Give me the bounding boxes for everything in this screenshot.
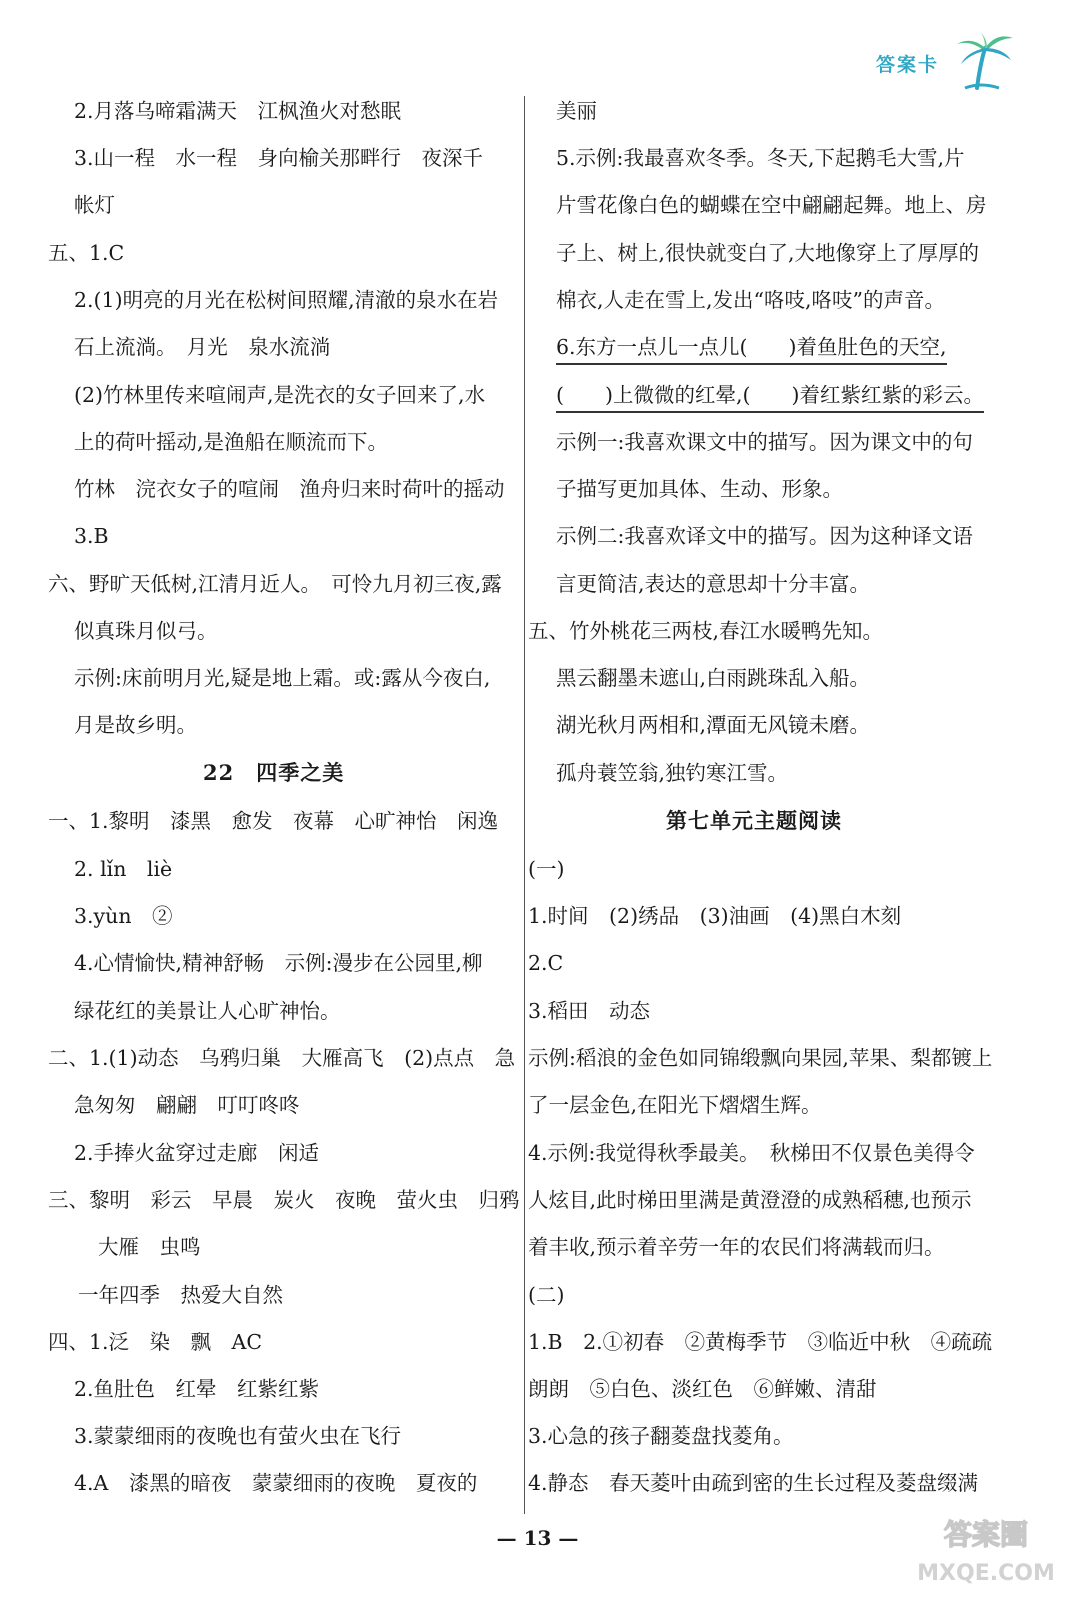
answer-line: 帐灯 (74, 193, 115, 217)
answer-line: 美丽 (556, 99, 597, 123)
answer-line: 4.心情愉快,精神舒畅 示例:漫步在公园里,柳 (74, 951, 483, 975)
answer-line: 5.示例:我最喜欢冬季。冬天,下起鹅毛大雪,片 (556, 146, 965, 170)
answer-line: (2)竹林里传来喧闹声,是洗衣的女子回来了,水 (74, 383, 486, 407)
watermark-top-text: 答案圈 (943, 1518, 1029, 1551)
answer-line: 示例二:我喜欢译文中的描写。因为这种译文语 (556, 524, 973, 548)
answer-line: 4.A 漆黑的暗夜 蒙蒙细雨的夜晚 夏夜的 (74, 1471, 478, 1495)
answer-line: 2. lǐn liè (74, 857, 173, 881)
answer-line: 4.示例:我觉得秋季最美。 秋梯田不仅景色美得令 (528, 1141, 975, 1165)
answer-line: 孤舟蓑笠翁,独钓寒江雪。 (556, 761, 789, 785)
answer-card-label: 答案卡 (875, 54, 939, 76)
answer-line: 似真珠月似弓。 (74, 619, 218, 643)
answer-line: 2.(1)明亮的月光在松树间照耀,清澈的泉水在岩 (74, 288, 499, 312)
answer-line: 上的荷叶摇动,是渔船在顺流而下。 (74, 430, 389, 454)
palm-tree-icon (947, 30, 1017, 90)
answer-line: 三、黎明 彩云 早晨 炭火 夜晚 萤火虫 归鸦 (48, 1188, 520, 1212)
answer-line: 湖光秋月两相和,潭面无风镜未磨。 (556, 713, 871, 737)
answer-line: 四、1.泛 染 飘 AC (48, 1330, 263, 1354)
answer-line: 片雪花像白色的蝴蝶在空中翩翩起舞。地上、房 (556, 193, 987, 217)
answer-line: 了一层金色,在阳光下熠熠生辉。 (528, 1093, 822, 1117)
answer-line: 二、1.(1)动态 乌鸦归巢 大雁高飞 (2)点点 急 (48, 1046, 516, 1070)
answer-line: 五、1.C (48, 241, 125, 265)
page-header (857, 30, 1017, 90)
answer-line: 4.静态 春天菱叶由疏到密的生长过程及菱盘缀满 (528, 1471, 979, 1495)
section-heading: 第七单元主题阅读 (666, 808, 842, 833)
answer-line: 黑云翻墨未遮山,白雨跳珠乱入船。 (556, 666, 871, 690)
answer-line: (二) (528, 1283, 565, 1307)
answer-line: 3.山一程 水一程 身向榆关那畔行 夜深千 (74, 146, 484, 170)
answer-line: 2.C (528, 951, 564, 975)
answer-line: 棉衣,人走在雪上,发出“咯吱,咯吱”的声音。 (556, 288, 946, 312)
answer-line: 一、1.黎明 漆黑 愈发 夜幕 心旷神怡 闲逸 (48, 809, 499, 833)
column-divider (524, 96, 525, 1514)
answer-line: 2.月落乌啼霜满天 江枫渔火对愁眠 (74, 99, 402, 123)
answer-line: 3.yùn ② (74, 904, 173, 928)
answer-line: 绿花红的美景让人心旷神怡。 (74, 999, 341, 1023)
answer-line: 竹林 浣衣女子的喧闹 渔舟归来时荷叶的摇动 (74, 477, 505, 501)
answer-line: (一) (528, 857, 565, 881)
answer-line: 3.B (74, 524, 109, 548)
underlined-answer-line: 6.东方一点儿一点儿( )着鱼肚色的天空, (556, 332, 947, 365)
section-heading: 22 四季之美 (203, 760, 345, 785)
answer-line: 急匆匆 翩翩 叮叮咚咚 (74, 1093, 300, 1117)
answer-line: 2.鱼肚色 红晕 红紫红紫 (74, 1377, 320, 1401)
answer-line: 着丰收,预示着辛劳一年的农民们将满载而归。 (528, 1235, 945, 1259)
answer-line: 1.B 2.①初春 ②黄梅季节 ③临近中秋 ④疏疏 (528, 1330, 993, 1354)
answer-line: 一年四季 热爱大自然 (78, 1283, 283, 1307)
answer-line: 朗朗 ⑤白色、淡红色 ⑥鲜嫩、清甜 (528, 1377, 877, 1401)
answer-line: 1.时间 (2)绣品 (3)油画 (4)黑白木刻 (528, 904, 902, 928)
answer-line: 言更简洁,表达的意思却十分丰富。 (556, 572, 871, 596)
answer-line: 3.心急的孩子翻菱盘找菱角。 (528, 1424, 794, 1448)
watermark-logo (911, 1510, 1061, 1590)
answer-line: 2.手捧火盆穿过走廊 闲适 (74, 1141, 320, 1165)
answer-line: 3.蒙蒙细雨的夜晚也有萤火虫在飞行 (74, 1424, 402, 1448)
answer-line: 子上、树上,很快就变白了,大地像穿上了厚厚的 (556, 241, 980, 265)
answer-line: 示例:床前明月光,疑是地上霜。或:露从今夜白, (74, 666, 491, 690)
underlined-answer-line: ( )上微微的红晕,( )着红紫红紫的彩云。 (556, 380, 984, 413)
answer-line: 示例一:我喜欢课文中的描写。因为课文中的句 (556, 430, 973, 454)
answer-line: 大雁 虫鸣 (98, 1235, 201, 1259)
answer-line: 示例:稻浪的金色如同锦缎飘向果园,苹果、梨都镀上 (528, 1046, 993, 1070)
answer-line: 3.稻田 动态 (528, 999, 651, 1023)
watermark-bottom-text: MXQE.COM (917, 1561, 1055, 1586)
answer-line: 人炫目,此时梯田里满是黄澄澄的成熟稻穗,也预示 (528, 1188, 972, 1212)
page-number: — 13 — (496, 1526, 579, 1550)
answer-line: 月是故乡明。 (74, 713, 197, 737)
answer-line: 六、野旷天低树,江清月近人。 可怜九月初三夜,露 (48, 572, 502, 596)
answer-line: 五、竹外桃花三两枝,春江水暖鸭先知。 (528, 619, 884, 643)
answer-line: 子描写更加具体、生动、形象。 (556, 477, 843, 501)
answer-line: 石上流淌。 月光 泉水流淌 (74, 335, 331, 359)
